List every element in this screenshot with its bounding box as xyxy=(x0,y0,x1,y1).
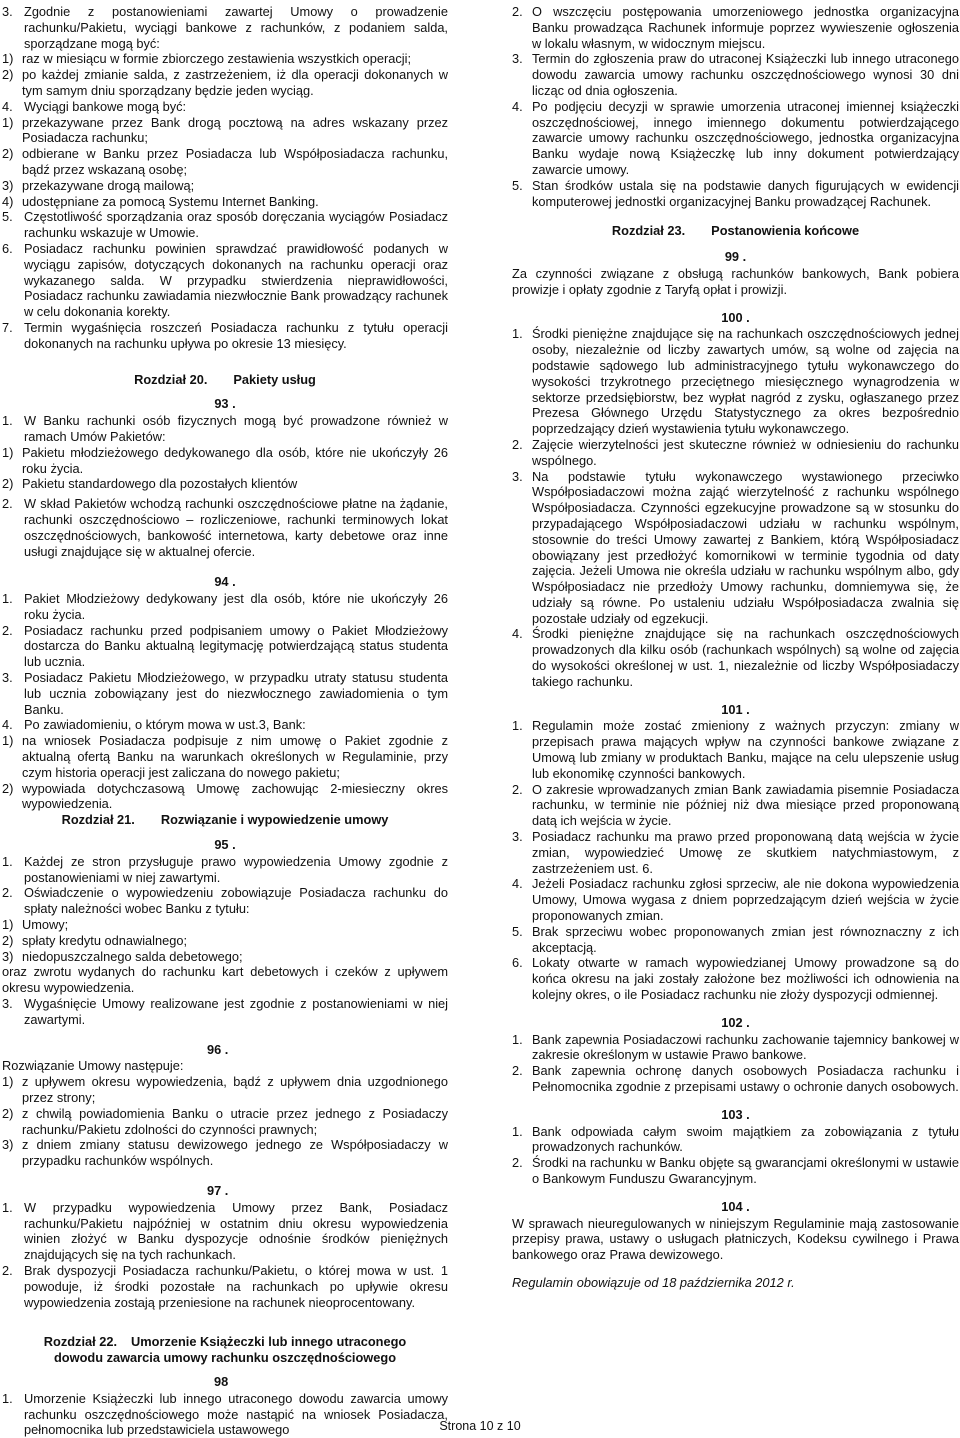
list-item: 3. Na podstawie tytułu wykonawczego wystawionego przeciwko Współposiadaczowi można zająć wierzytelność z rachunku wspólnego Współposiadacza. Czynności egzekucyjne prowadzone są w stosunku do przypadającego Współposiadaczowi udziału w rachunku wspólnym, stosownie do treści Umowy zawartej z Bankiem, którą Współposiadacz obowiązany jest przedłożyć komornikowi w terminie tygodnia od daty zajęcia. Jeżeli Umowa nie określa udziału w rachunku wspólnym albo, gdy Współposiadacz nie przedłoży Umowy rachunku, domniemywa się, że udziały są równe. Po ustaleniu udziału Współposiadacza zwalnia się pozostałe udziały od egzekucji. xyxy=(512,468,959,626)
list-item: 6. Lokaty otwarte w ramach wypowiedzianej Umowy prowadzone są do końca okresu na jaki zostały założone bez możliwości ich odnowienia na kolejny okres, o ile Posiadacz rachunku nie złoży dyspozycji odmiennej. xyxy=(512,955,959,1003)
sub-item: 3) niedopuszczalnego salda debetowego; xyxy=(2,948,243,964)
sub-item: 2) odbierane w Banku przez Posiadacza lub Współposiadacza rachunku, bądź przez wskazaną osobę; xyxy=(2,146,448,177)
sub-item: 1) Pakietu młodzieżowego dedykowanego dla osób, które nie ukończyły 26 roku życia. xyxy=(2,444,448,476)
list-item: 1. Bank zapewnia Posiadaczowi rachunku zachowanie tajemnicy bankowej w zakresie określonym w ustawie Prawo bankowe. xyxy=(512,1031,959,1063)
sub-item: 3) przekazywane drogą mailową; xyxy=(2,177,195,193)
list-item: 2. Oświadczenie o wypowiedzeniu zobowiązuje Posiadacza rachunku do spłaty należności wobec Banku z tytułu: xyxy=(2,885,448,917)
sub-item: 3) z dniem zmiany statusu dewizowego jednego ze Współposiadaczy w przypadku rachunków wspólnych. xyxy=(2,1137,448,1169)
list-item: 4. Jeżeli Posiadacz rachunku zgłosi sprzeciw, ale nie dokona wypowiedzenia Umowy, Umowa wygasa z dniem poprzedzającym dzień wejścia w życie proponowanych zmian. xyxy=(512,876,959,924)
paragraph-number: 95 . xyxy=(214,837,236,853)
list-item: 2. Brak dyspozycji Posiadacza rachunku/Pakietu, o której mowa w ust. 1 powoduje, iż środki pozostałe na rachunkach po upływie okresu wypowiedzenia zostają przeniesione na rachunek nieoprocentowany. xyxy=(2,1262,448,1310)
list-item: 3. Posiadacz Pakietu Młodzieżowego, w przypadku utraty statusu studenta lub ucznia zobowiązany jest do niezwłocznego zawiadomienia o tym Banku. xyxy=(2,670,448,717)
list-item: 4. Środki pieniężne znajdujące się na rachunkach oszczędnościowych prowadzonych dla kilku osób (rachunkach wspólnych) są wolne od zajęcia do wysokości określonej w ust. 1, niezależnie od liczby Współposiadaczy takiego rachunku. xyxy=(512,626,959,689)
list-item: 1. Każdej ze stron przysługuje prawo wypowiedzenia Umowy zgodnie z postanowieniami w niej zawartymi. xyxy=(2,853,448,885)
sub-item: 2) z chwilą powiadomienia Banku o utracie przez jednego z Posiadaczy rachunku/Pakietu zdolności do czynności prawnych; xyxy=(2,1105,448,1137)
list-item: 4. Po podjęciu decyzji w sprawie umorzenia utraconej imiennej książeczki oszczędnościowej, innego imiennego dokumentu potwierdzającego zawarcie umowy rachunku oszczędnościowego, jednostka organizacyjna Banku wydaje nową Książeczkę lub inny dokument potwierdzający zawarcie umowy. xyxy=(512,98,959,177)
list-item: 1. Środki pieniężne znajdujące się na rachunkach oszczędnościowych jednej osoby, niezależnie od liczby zawartych umów, są wolne od zajęcia na podstawie sądowego lub administracyjnego tytułu wykonawczego do wysokości trzykrotnego przeciętnego miesięcznego wynagrodzenia w sektorze przedsiębiorstw, bez wypłat nagród z zysku, ogłaszanego przez Prezesa Głównego Urzędu Statystycznego za okres bezpośrednio poprzedzający dzień wystawienia tytułu wykonawczego. xyxy=(512,326,959,437)
right-column xyxy=(512,4,959,1291)
sub-item: 1) na wniosek Posiadacza podpisuje z nim umowę o Pakiet zgodnie z aktualną ofertą Banku na warunkach określonych w Regulaminie, przy czym historia operacji jest zaliczana do nowego pakietu; xyxy=(2,733,448,780)
text-paragraph: oraz zwrotu wydanych do rachunku kart debetowych i czeków z upływem okresu wypowiedzenia. xyxy=(2,964,448,996)
paragraph-number: 93 . xyxy=(214,396,236,412)
list-item: 5. Brak sprzeciwu wobec proponowanych zmian jest równoznaczny z ich akceptacją. xyxy=(512,923,959,955)
paragraph-number: 98 xyxy=(214,1373,229,1389)
paragraph-number: 102 . xyxy=(721,1014,750,1030)
text-paragraph: Rozwiązanie Umowy następuje: xyxy=(2,1058,184,1074)
sub-item: 2) wypowiada dotychczasową Umowę zachowując 2-miesieczny okres wypowiedzenia. xyxy=(2,780,448,812)
list-item: 6. Posiadacz rachunku powinien sprawdzać prawidłowość podanych w wyciągu zapisów, dotyczących dokonanych na rachunku operacji oraz wykazanego salda. W przypadku stwierdzenia nieprawidłowości, Posiadacz rachunku zawiadamia niezwłocznie Bank prowadzący rachunek w celu dokonania korekty. xyxy=(2,240,448,320)
text-paragraph: Za czynności związane z obsługą rachunków bankowych, Bank pobiera prowizje i opłaty zgodnie z Taryfą opłat i prowizji. xyxy=(512,265,959,297)
paragraph-number: 94 . xyxy=(214,574,236,590)
chapter-heading: Rozdział 23. Postanowienia końcowe xyxy=(611,223,860,239)
paragraph-number: 101 . xyxy=(721,701,750,717)
paragraph-number: 99 . xyxy=(724,249,747,265)
list-item: 2. W skład Pakietów wchodzą rachunki oszczędnościowe płatne na żądanie, rachunki oszczędnościowo – rozliczeniowe, rachunki terminowych lokat oszczędnościowych, bankowość internetowa, karty debetowe oraz inne usługi znajdujące się w aktualnej ofercie. xyxy=(2,496,448,559)
list-item: 1. Bank odpowiada całym swoim majątkiem za zobowiązania z tytułu prowadzonych rachunków. xyxy=(512,1123,959,1155)
left-column xyxy=(2,4,448,1438)
sub-item: 1) z upływem okresu wypowiedzenia, bądź z upływem dnia uzgodnionego przez strony; xyxy=(2,1074,448,1105)
chapter-heading: Rozdział 21. Rozwiązanie i wypowiedzenie umowy xyxy=(61,812,389,828)
paragraph-number: 100 . xyxy=(721,309,750,325)
list-item: 3. Zgodnie z postanowieniami zawartej Umowy o prowadzenie rachunku/Pakietu, wyciągi bankowe z rachunków, z podaniem salda, sporządzane mogą być: xyxy=(2,4,448,51)
list-item: 4. Po zawiadomieniu, o którym mowa w ust.3, Bank: xyxy=(2,717,306,733)
list-item: 4. Wyciągi bankowe mogą być: xyxy=(2,98,187,114)
sub-item: 2) Pakietu standardowego dla pozostałych klientów xyxy=(2,476,298,492)
sub-item: 2) po każdej zmianie salda, z zastrzeżeniem, iż dla operacji dokonanych w tym samym dniu sporządzany będzie jeden wyciąg. xyxy=(2,67,448,98)
chapter-heading-line2: dowodu zawarcia umowy rachunku oszczędnościowego xyxy=(53,1350,397,1366)
list-item: 3. Wygaśnięcie Umowy realizowane jest zgodnie z postanowieniami w niej zawartymi. xyxy=(2,996,448,1027)
chapter-heading: Rozdział 22. Umorzenie Książeczki lub innego utraconego xyxy=(43,1334,407,1350)
list-item: 3. Termin do zgłoszenia praw do utraconej Książeczki lub innego utraconego dowodu zawarcia umowy rachunku oszczędnościowego wynosi 30 dni licząc od dnia ogłoszenia. xyxy=(512,51,959,98)
list-item: 1. Pakiet Młodzieżowy dedykowany jest dla osób, które nie ukończyły 26 roku życia. xyxy=(2,591,448,622)
list-item: 7. Termin wygaśnięcia roszczeń Posiadacza rachunku z tytułu operacji dokonanych na rachunku upływa po okresie 13 miesięcy. xyxy=(2,319,448,351)
list-item: 3. Posiadacz rachunku ma prawo przed proponowaną datą wejścia w życie zmian, wypowiedzieć Umowę ze skutkiem natychmiastowym, z zastrzeżeniem ust. 6. xyxy=(512,829,959,876)
list-item: 5. Stan środków ustala się na podstawie danych figurujących w ewidencji komputerowej jednostki organizacyjnej Banku prowadzącej Rachunek. xyxy=(512,177,959,209)
list-item: 2. Bank zapewnia ochronę danych osobowych Posiadacza rachunku i Pełnomocnika zgodnie z przepisami ustawy o ochronie danych osobowych. xyxy=(512,1063,959,1094)
paragraph-number: 96 . xyxy=(207,1041,229,1057)
sub-item: 4) udostępniane za pomocą Systemu Internet Banking. xyxy=(2,193,319,209)
list-item: 2. Środki na rachunku w Banku objęte są gwarancjami określonymi w ustawie o Bankowym Funduszu Gwarancyjnym. xyxy=(512,1155,959,1186)
list-item: 1. Regulamin może zostać zmieniony z ważnych przyczyn: zmiany w przepisach prawa mających wpływ na czynności bankowe związane z Umową lub zmiany w produktach Banku, mające na celu ulepszenie usług lub ekonomikę czynności bankowych. xyxy=(512,718,959,781)
closing-statement: Regulamin obowiązuje od 18 października 2012 r. xyxy=(512,1274,795,1290)
paragraph-number: 103 . xyxy=(721,1106,750,1122)
sub-item: 1) Umowy; xyxy=(2,917,69,933)
sub-item: 1) raz w miesiącu w formie zbiorczego zestawienia wszystkich operacji; xyxy=(2,51,412,67)
list-item: 1. W przypadku wypowiedzenia Umowy przez Bank, Posiadacz rachunku/Pakietu najpóźniej w ostatnim dniu okresu wypowiedzenia winien złożyć w Banku dyspozycje odnośnie środków pieniężnych znajdujących się na tych rachunkach. xyxy=(2,1199,448,1263)
text-paragraph: W sprawach nieuregulowanych w niniejszym Regulaminie mają zastosowanie przepisy prawa, ustawy o usługach płatniczych, Kodeksu cywilnego i Prawa bankowego oraz Prawa dewizowego. xyxy=(512,1215,959,1263)
list-item: 1. Umorzenie Książeczki lub innego utraconego dowodu zawarcia umowy rachunku oszczędnościowego może nastąpić na wniosek Posiadacza, pełnomocnika lub przedstawiciela ustawowego xyxy=(2,1390,448,1438)
list-item: 1. W Banku rachunki osób fizycznych mogą być prowadzone również w ramach Umów Pakietów: xyxy=(2,413,448,444)
sub-item: 2) spłaty kredytu odnawialnego; xyxy=(2,932,188,948)
paragraph-number: 104 . xyxy=(721,1198,750,1214)
list-item: 2. Zajęcie wierzytelności jest skuteczne również w odniesieniu do rachunku wspólnego. xyxy=(512,436,959,468)
page-footer: Strona 10 z 10 xyxy=(439,1419,521,1433)
list-item: 2. Posiadacz rachunku przed podpisaniem umowy o Pakiet Młodzieżowy dostarcza do Banku aktualną legitymację potwierdzającą status studenta lub ucznia. xyxy=(2,622,448,670)
list-item: 2. O zakresie wprowadzanych zmian Bank zawiadamia pisemnie Posiadacza rachunku, w terminie nie później niż dwa miesiące przed proponowaną datą ich wejścia w życie. xyxy=(512,781,959,829)
list-item: 2. O wszczęciu postępowania umorzeniowego jednostka organizacyjna Banku prowadząca Rachunek informuje poprzez wywieszenie ogłoszenia w lokalu własnym, w widocznym miejscu. xyxy=(512,4,959,51)
list-item: 5. Częstotliwość sporządzania oraz sposób doręczania wyciągów Posiadacz rachunku wskazuje w Umowie. xyxy=(2,209,448,241)
chapter-heading: Rozdział 20. Pakiety usług xyxy=(134,371,316,387)
sub-item: 1) przekazywane przez Bank drogą pocztową na adres wskazany przez Posiadacza rachunku; xyxy=(2,114,448,146)
paragraph-number: 97 . xyxy=(207,1182,229,1198)
